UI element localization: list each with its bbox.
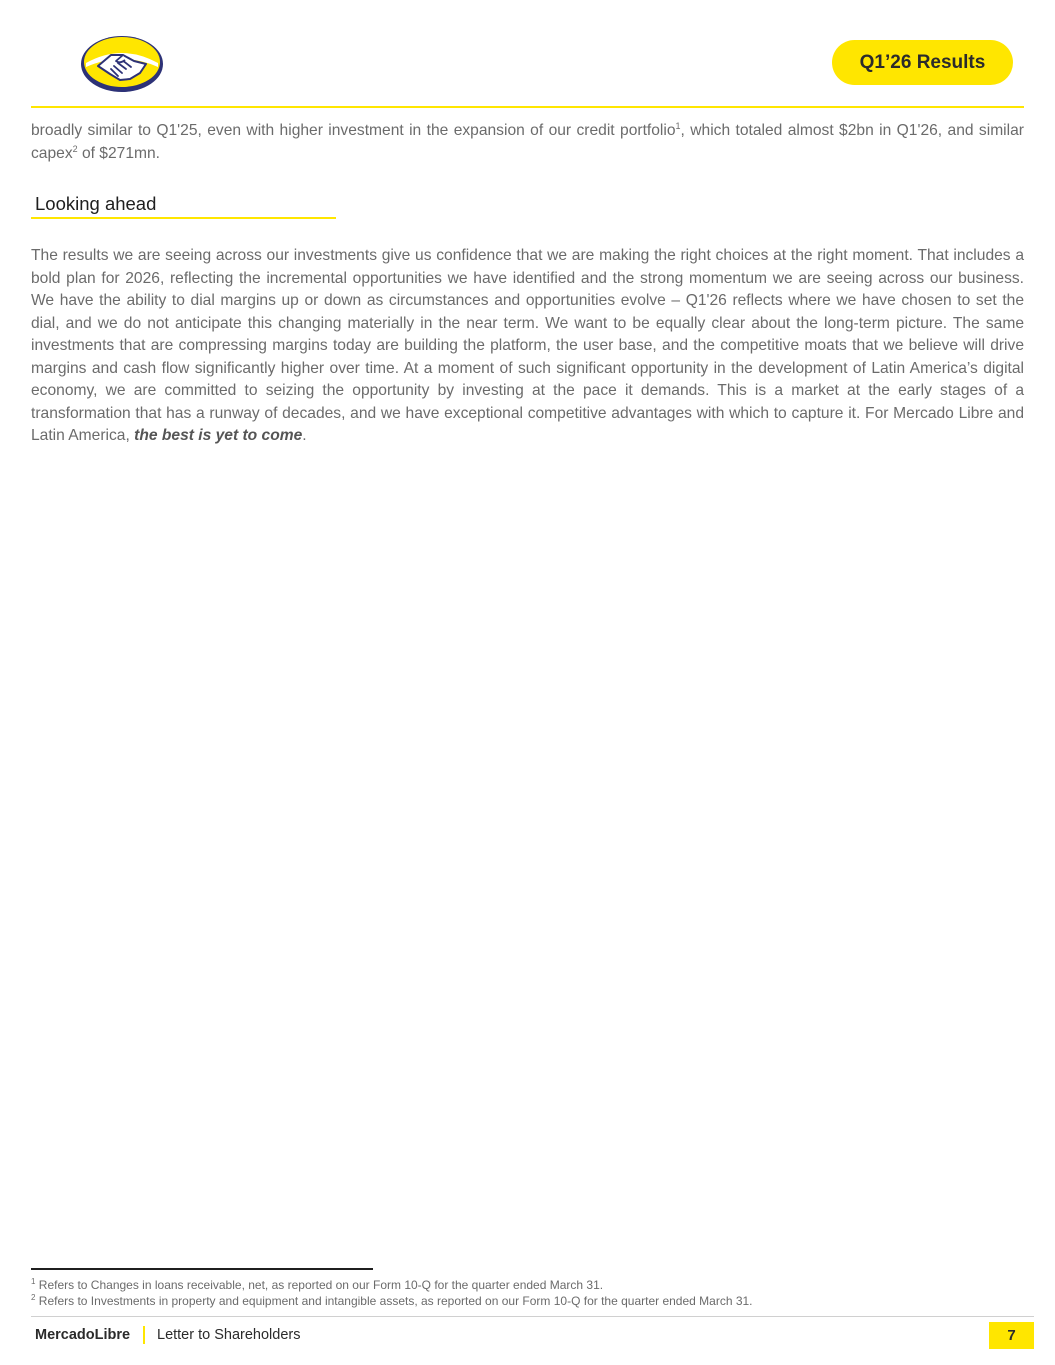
footnote-1 bbox=[31, 1278, 603, 1292]
footnote-ref-2: 2 bbox=[72, 143, 78, 154]
footnote-number: 2 bbox=[31, 1293, 36, 1302]
footer-divider bbox=[31, 1316, 1034, 1317]
footer-separator bbox=[143, 1326, 145, 1344]
section-heading-underline bbox=[31, 217, 336, 219]
section-heading: Looking ahead bbox=[35, 193, 157, 214]
paragraph-text: , which totaled almost $2bn in Q1'26, and similar capex bbox=[31, 122, 1024, 162]
looking-ahead-paragraph bbox=[31, 245, 1024, 448]
footer-document-title: Letter to Shareholders bbox=[157, 1327, 301, 1343]
intro-paragraph bbox=[31, 120, 1024, 165]
paragraph-text: . bbox=[302, 427, 307, 444]
report-period-badge: Q1’26 Results bbox=[832, 40, 1013, 85]
footnote-divider bbox=[31, 1268, 373, 1270]
footnote-text: Refers to Changes in loans receivable, net, as reported on our Form 10-Q for the quarter ended March 31. bbox=[35, 1278, 604, 1292]
paragraph-text: The results we are seeing across our investments give us confidence that we are making the right choices at the right moment. That includes a bold plan for 2026, reflecting the incremental opportunities we have identified and the strong momentum we are seeing across our business. We have the ability to dial margins up or down as circumstances and opportunities evolve – Q1'26 reflects where we have chosen to set the dial, and we do not anticipate this changing materially in the near term. We want to be equally clear about the long-term picture. The same investments that are compressing margins today are building the platform, the user base, and the competitive moats that we believe will drive margins and cash flow significantly higher over time. At a moment of such significant opportunity in the development of Latin America’s digital economy, we are committed to seizing the opportunity by investing at the pace it demands. This is a market at the early stages of a transformation that has a runway of decades, and we have exceptional competitive advantages with which to capture it. For Mercado Libre and Latin America, bbox=[31, 247, 1024, 444]
paragraph-text: of $271mn. bbox=[77, 144, 160, 162]
footnote-number: 1 bbox=[31, 1277, 36, 1286]
footnote-2 bbox=[31, 1294, 753, 1308]
footnote-text: Refers to Investments in property and equipment and intangible assets, as reported on our Form 10-Q for the quarter ended March 31. bbox=[35, 1294, 753, 1308]
page-number: 7 bbox=[989, 1322, 1034, 1349]
header-divider bbox=[31, 106, 1024, 108]
emphasis-text: the best is yet to come bbox=[134, 427, 303, 444]
handshake-logo-icon bbox=[78, 33, 166, 95]
footer-brand: MercadoLibre bbox=[35, 1327, 131, 1343]
paragraph-text: broadly similar to Q1'25, even with higher investment in the expansion of our credit portfolio bbox=[31, 122, 676, 139]
footnote-ref-1: 1 bbox=[675, 120, 681, 131]
